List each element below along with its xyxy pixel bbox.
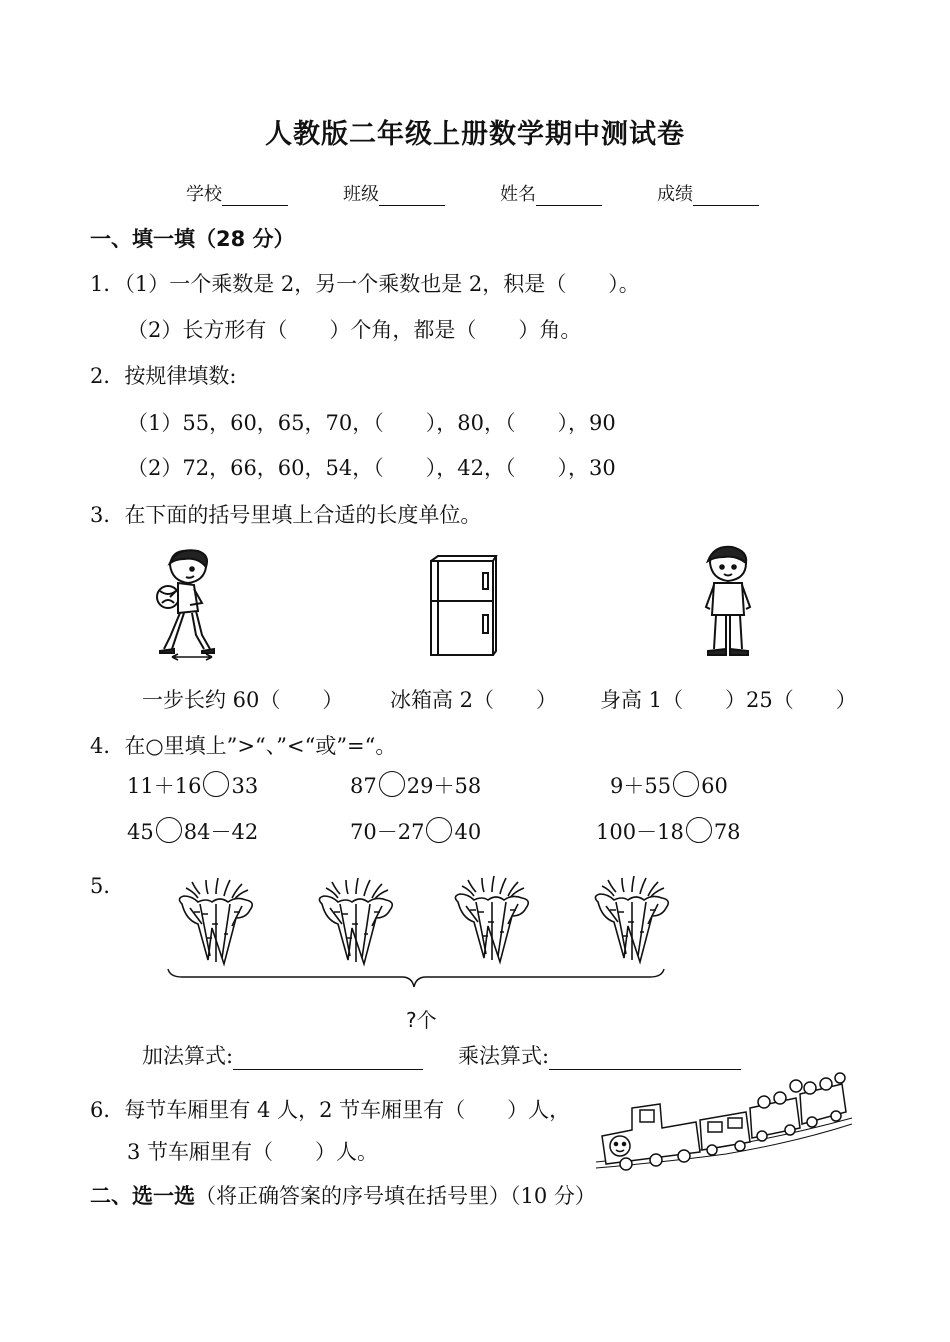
q4-left: 100－18 — [596, 820, 684, 844]
section1-heading: 一、填一填（28 分） — [90, 227, 295, 251]
q4-left: 70－27 — [350, 820, 425, 844]
multiplication-blank[interactable] — [549, 1047, 741, 1070]
carrot-bunch-illustration — [588, 876, 678, 966]
q4-item — [610, 770, 728, 800]
q2-part2: （2）72，66，60，54，（ ），42，（ ），30 — [127, 456, 616, 480]
walking-boy-illustration — [148, 545, 228, 665]
addition-field[interactable] — [142, 1040, 423, 1070]
q2-stem: 2．按规律填数: — [90, 364, 237, 388]
score-field[interactable] — [657, 180, 759, 206]
q2-part1: （1）55，60，65，70，（ ），80，（ ），90 — [127, 411, 616, 435]
school-field[interactable] — [186, 180, 288, 206]
section2-instruction: （将正确答案的序号填在括号里）（10 分） — [195, 1184, 596, 1208]
carrot-bunch-illustration — [312, 878, 402, 968]
q4-left: 45 — [127, 820, 154, 844]
train-illustration — [596, 1072, 852, 1176]
refrigerator-illustration — [428, 555, 498, 657]
carrot-bunch-illustration — [448, 876, 538, 966]
q4-item — [127, 816, 258, 846]
q6-line2: 3 节车厢里有（ ）人。 — [127, 1140, 379, 1164]
brace-label: ?个 — [406, 1008, 437, 1032]
q4-right: 60 — [701, 774, 728, 798]
score-blank[interactable] — [693, 187, 759, 206]
standing-boy-illustration — [700, 545, 760, 661]
q4-stem: 4．在○里填上”>“、”<“或”=“。 — [90, 734, 397, 758]
q4-item — [127, 770, 258, 800]
name-label: 姓名 — [500, 184, 536, 205]
q4-right: 33 — [231, 774, 259, 798]
school-label: 学校 — [186, 184, 222, 205]
score-label: 成绩 — [657, 184, 693, 205]
compare-circle[interactable] — [686, 817, 712, 843]
q3-stem: 3．在下面的括号里填上合适的长度单位。 — [90, 503, 482, 527]
q4-left: 87 — [350, 774, 377, 798]
q4-right: 29＋58 — [406, 774, 482, 798]
class-label: 班级 — [343, 184, 379, 205]
q4-item — [596, 816, 741, 846]
q6-line1: 6．每节车厢里有 4 人，2 节车厢里有（ ）人， — [90, 1098, 571, 1122]
addition-blank[interactable] — [233, 1047, 423, 1070]
class-field[interactable] — [343, 180, 445, 206]
q4-left: 9＋55 — [610, 774, 672, 798]
q4-right: 40 — [454, 820, 482, 844]
q3-step-length: 一步长约 60（ ） — [142, 688, 344, 712]
name-field[interactable] — [500, 180, 602, 206]
compare-circle[interactable] — [673, 771, 699, 797]
q5-number: 5． — [90, 874, 125, 898]
name-blank[interactable] — [536, 187, 602, 206]
compare-circle[interactable] — [156, 817, 182, 843]
q1-part2: （2）长方形有（ ）个角，都是（ ）角。 — [127, 318, 582, 342]
compare-circle[interactable] — [426, 817, 452, 843]
multiplication-field[interactable] — [458, 1040, 741, 1070]
q1-part1: 1．（1）一个乘数是 2，另一个乘数也是 2，积是（ ）。 — [90, 272, 640, 296]
school-blank[interactable] — [222, 187, 288, 206]
page-title: 人教版二年级上册数学期中测试卷 — [265, 119, 685, 150]
q4-item — [350, 770, 481, 800]
addition-label: 加法算式: — [142, 1044, 234, 1068]
compare-circle[interactable] — [203, 771, 229, 797]
q4-right: 84－42 — [183, 820, 259, 844]
section2-title: 二、选一选 — [90, 1184, 195, 1208]
q4-left: 11＋16 — [127, 774, 202, 798]
q4-right: 78 — [713, 820, 741, 844]
class-blank[interactable] — [379, 187, 445, 206]
q3-body-height: 身高 1（ ）25（ ） — [600, 688, 857, 712]
carrot-bunch-illustration — [172, 878, 262, 968]
multiplication-label: 乘法算式: — [458, 1044, 550, 1068]
curly-brace — [166, 965, 666, 995]
compare-circle[interactable] — [379, 771, 405, 797]
q3-fridge-height: 冰箱高 2（ ） — [390, 688, 558, 712]
section2-heading — [90, 1180, 596, 1210]
q4-item — [350, 816, 481, 846]
